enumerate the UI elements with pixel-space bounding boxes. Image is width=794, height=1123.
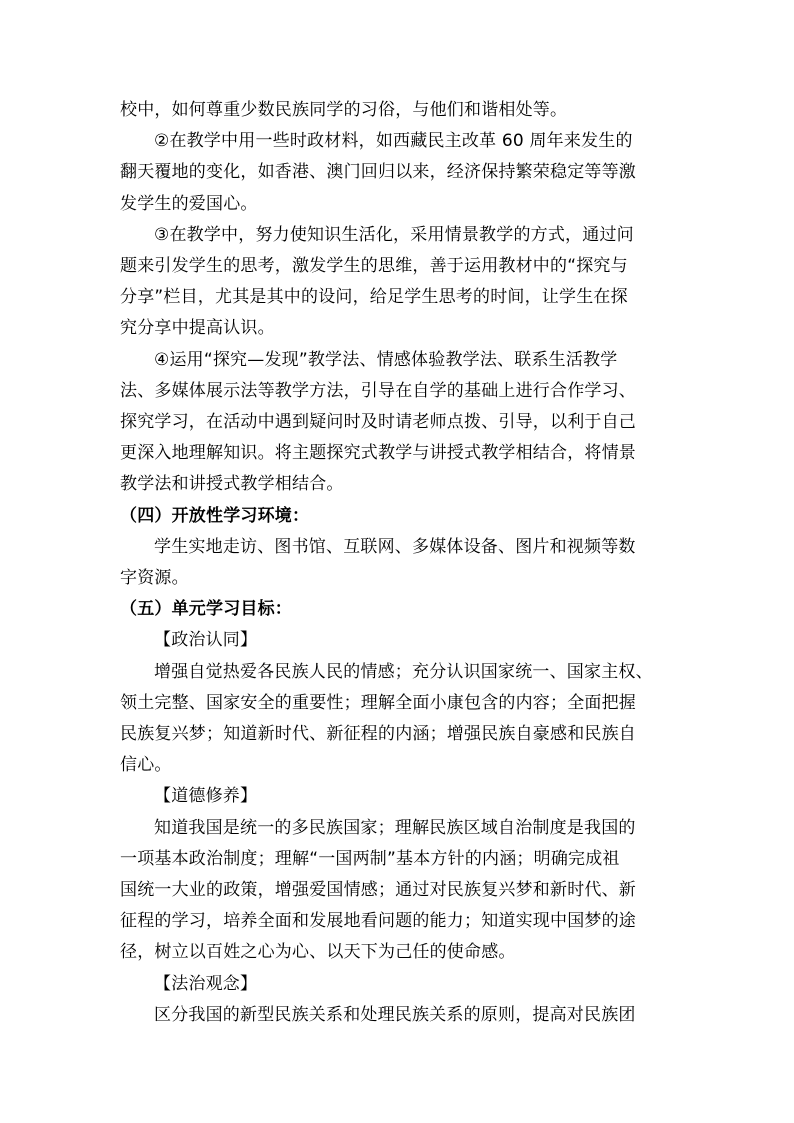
subheading-rule-of-law: 【法治观念】 (154, 973, 258, 994)
text-line-20: 领土完整、国家安全的重要性；理解全面小康包含的内容；全面把握 (120, 692, 636, 713)
text-line-15: 学生实地走访、图书馆、互联网、多媒体设备、图片和视频等数 (154, 536, 636, 557)
text-line-16: 字资源。 (120, 568, 189, 589)
text-line-6: 题来引发学生的思考，激发学生的思维，善于运用教材中的“探究与 (120, 256, 628, 277)
text-line-26: 国统一大业的政策，增强爱国情感；通过对民族复兴梦和新时代、新 (120, 880, 636, 901)
text-line-22: 信心。 (120, 755, 172, 776)
text-line-10: 法、多媒体展示法等教学方法，引导在自学的基础上进行合作学习、 (120, 380, 636, 401)
text-line-2: ②在教学中用一些时政材料，如西藏民主改革 60 周年来发生的 (154, 131, 633, 152)
text-line-19: 增强自觉热爱各民族人民的情感；充分认识国家统一、国家主权、 (154, 661, 653, 682)
section-heading-5: （五）单元学习目标： (120, 599, 292, 620)
text-line-4: 发学生的爱国心。 (120, 193, 258, 214)
text-line-11: 探究学习，在活动中遇到疑问时及时请老师点拨、引导，以利于自己 (120, 412, 636, 433)
text-line-28: 径，树立以百姓之心为心、以天下为己任的使命感。 (120, 942, 516, 963)
text-line-25: 一项基本政治制度；理解“一国两制”基本方针的内涵；明确完成祖 (120, 848, 620, 869)
text-line-21: 民族复兴梦；知道新时代、新征程的内涵；增强民族自豪感和民族自 (120, 724, 636, 745)
text-line-27: 征程的学习，培养全面和发展地看问题的能力；知道实现中国梦的途 (120, 911, 636, 932)
text-line-24: 知道我国是统一的多民族国家；理解民族区域自治制度是我国的 (154, 817, 636, 838)
subheading-political-identity: 【政治认同】 (154, 630, 258, 651)
section-heading-4: （四）开放性学习环境： (120, 505, 310, 526)
text-line-12: 更深入地理解知识。将主题探究式教学与讲授式教学相结合，将情景 (120, 443, 636, 464)
text-line-9: ④运用“探究—发现”教学法、情感体验教学法、联系生活教学 (154, 349, 618, 370)
text-line-5: ③在教学中，努力使知识生活化，采用情景教学的方式，通过问 (154, 224, 634, 245)
text-line-8: 究分享中提高认识。 (120, 318, 275, 339)
text-line-30: 区分我国的新型民族关系和处理民族关系的原则，提高对民族团 (154, 1004, 636, 1025)
text-line-1: 校中，如何尊重少数民族同学的习俗，与他们和谐相处等。 (120, 100, 568, 120)
text-line-13: 教学法和讲授式教学相结合。 (120, 474, 344, 495)
subheading-moral-cultivation: 【道德修养】 (154, 786, 258, 807)
text-line-3: 翻天覆地的变化，如香港、澳门回归以来，经济保持繁荣稳定等等激 (120, 162, 636, 183)
text-line-7: 分享”栏目，尤其是其中的设问，给足学生思考的时间，让学生在探 (120, 287, 628, 308)
